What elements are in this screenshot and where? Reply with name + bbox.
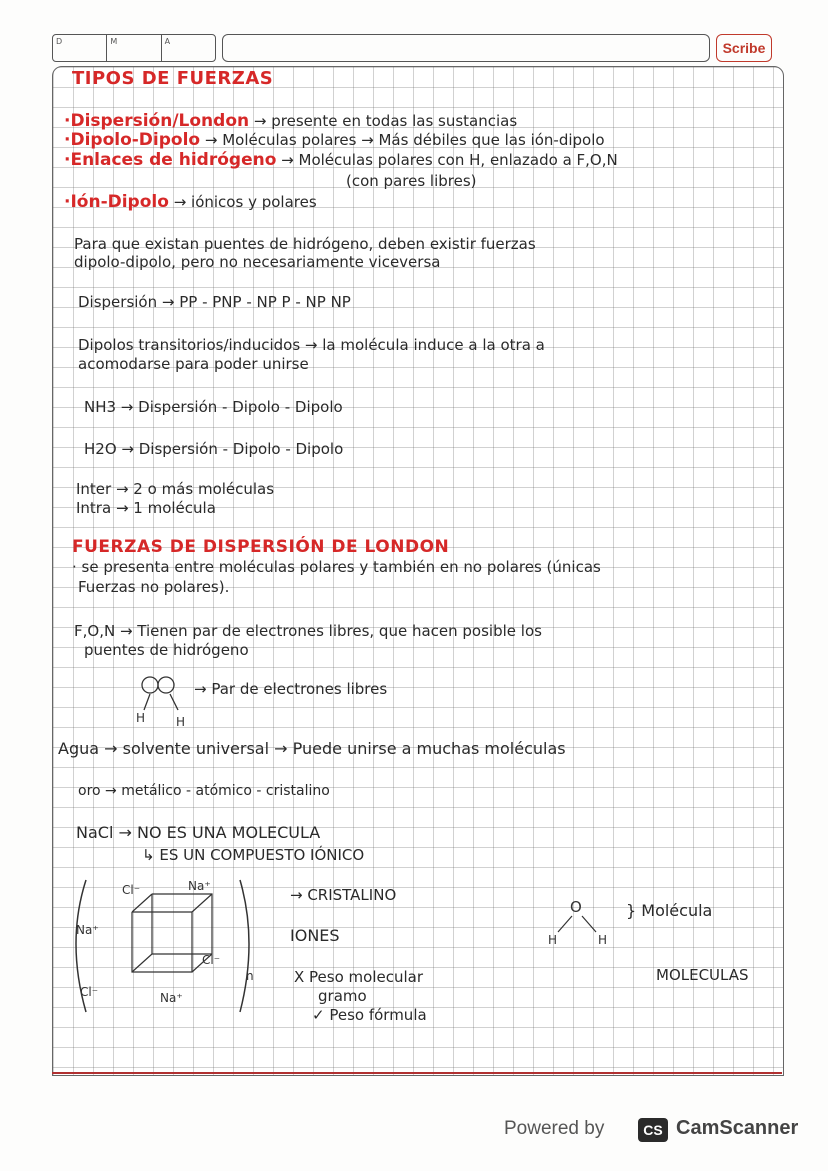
camscanner-logo-icon: CS: [638, 1118, 668, 1142]
cube-edge: [192, 894, 212, 912]
cube-edge: [132, 912, 192, 972]
lone-pair-lobe: [142, 677, 158, 693]
nacl-line: ↳ ES UN COMPUESTO IÓNICO: [142, 846, 365, 864]
oro-line: oro → metálico - atómico - cristalino: [78, 783, 330, 799]
type-ion-dipolo: [64, 193, 317, 211]
ion-label-cl: Cl⁻: [202, 953, 221, 967]
type-term: ·Ión-Dipolo: [64, 192, 169, 212]
cristalino-label: → CRISTALINO: [290, 886, 397, 904]
paragraph-line: Para que existan puentes de hidrógeno, deben existir fuerzas: [74, 235, 536, 253]
type-term: ·Enlaces de hidrógeno: [64, 150, 277, 170]
nacl-crystal-sketch: [62, 872, 272, 1022]
ion-label-na: Na⁺: [160, 991, 183, 1005]
lone-pair-note: → Par de electrones libres: [194, 680, 388, 698]
bracket-right: [240, 880, 249, 1012]
title-box: [222, 34, 710, 62]
page-title: TIPOS DE FUERZAS: [72, 68, 274, 89]
atom-h-label: H: [548, 933, 558, 947]
paragraph-line: Dipolos transitorios/inducidos → la molécula induce a la otra a: [78, 336, 545, 354]
dispersion-types: Dispersión → PP - PNP - NP P - NP NP: [78, 293, 351, 311]
gramo-label: gramo: [318, 987, 367, 1005]
subscript-n: n: [246, 969, 254, 983]
type-hidrogeno: [64, 151, 618, 169]
paragraph-line: Fuerzas no polares).: [78, 578, 230, 596]
h2o-line: H2O → Dispersión - Dipolo - Dipolo: [84, 440, 344, 458]
paragraph-line: · se presenta entre moléculas polares y también en no polares (únicas: [72, 558, 601, 576]
bond-line: [582, 916, 596, 932]
ion-label-na: Na⁺: [188, 879, 211, 893]
paragraph-line: acomodarse para poder unirse: [78, 355, 309, 373]
bond-line: [144, 694, 150, 710]
peso-formula: ✓ Peso fórmula: [312, 1006, 427, 1024]
type-term: ·Dispersión/London: [64, 111, 250, 131]
paragraph-line: puentes de hidrógeno: [84, 641, 249, 659]
water-molecule-sketch: [538, 888, 618, 950]
nh3-line: NH3 → Dispersión - Dipolo - Dipolo: [84, 398, 343, 416]
type-desc: → presente en todas las sustancias: [253, 112, 518, 130]
type-dispersion: [64, 112, 517, 130]
type-hidrogeno-note: (con pares libres): [346, 172, 477, 190]
type-term: ·Dipolo-Dipolo: [64, 130, 201, 150]
type-desc: → Moléculas polares → Más débiles que las ión-dipolo: [204, 131, 605, 149]
atom-h-label: H: [136, 711, 146, 725]
moleculas-label: MOLECULAS: [656, 966, 749, 984]
paragraph-line: F,O,N → Tienen par de electrones libres, que hacen posible los: [74, 622, 542, 640]
agua-line: Agua → solvente universal → Puede unirse a muchas moléculas: [58, 739, 566, 758]
atom-o-label: O: [570, 898, 582, 916]
section-heading: FUERZAS DE DISPERSIÓN DE LONDON: [72, 537, 450, 557]
page-bottom-line: [52, 1072, 782, 1074]
intra-line: Intra → 1 molécula: [76, 499, 216, 517]
brand-logo: Scribe: [716, 34, 772, 62]
date-day-box: D: [53, 35, 107, 61]
date-boxes: [52, 34, 216, 62]
paragraph-line: dipolo-dipolo, pero no necesariamente viceversa: [74, 253, 441, 271]
date-month-box: M: [107, 35, 161, 61]
inter-line: Inter → 2 o más moléculas: [76, 480, 275, 498]
nacl-line: NaCl → NO ES UNA MOLECULA: [76, 823, 321, 842]
ion-label-cl: Cl⁻: [80, 985, 99, 999]
type-desc: → Moléculas polares con H, enlazado a F,O,N: [281, 151, 618, 169]
bond-line: [558, 916, 572, 932]
type-dipolo: [64, 131, 605, 149]
lone-pair-sketch: [126, 670, 196, 730]
cube-edge: [132, 954, 152, 972]
type-desc: → iónicos y polares: [173, 193, 317, 211]
date-year-box: A: [164, 37, 171, 46]
atom-h-label: H: [598, 933, 608, 947]
molecula-label: } Molécula: [626, 901, 713, 920]
iones-label: IONES: [290, 926, 340, 945]
bond-line: [170, 694, 178, 710]
peso-molecular: X Peso molecular: [294, 968, 424, 986]
ion-label-cl: Cl⁻: [122, 883, 141, 897]
camscanner-name: CamScanner: [676, 1117, 799, 1139]
lone-pair-lobe: [158, 677, 174, 693]
atom-h-label: H: [176, 715, 186, 729]
ion-label-na: Na⁺: [76, 923, 99, 937]
powered-by-text: Powered by: [504, 1118, 605, 1139]
